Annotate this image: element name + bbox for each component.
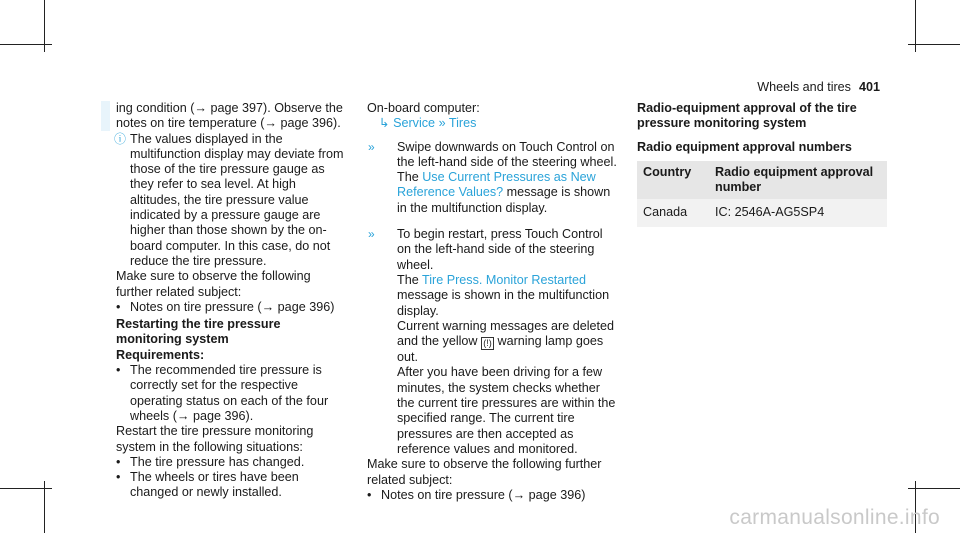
display-message: Tire Press. Monitor Restarted [421, 272, 586, 287]
display-message: Use Current Pressures as New Reference Values? [397, 170, 596, 200]
path-separator-icon: » [438, 116, 446, 131]
further-subject-text: Make sure to observe the following further related subject: [367, 457, 602, 487]
table-row [637, 199, 887, 226]
step-text: To begin restart, press Touch Control on the left-hand side of the steering wheel. [397, 227, 603, 272]
column-left [116, 101, 348, 501]
section-heading: Radio-equipment approval of the tire pressure monitoring system [637, 101, 857, 131]
step-result: The Tire Press. Monitor Restarted message is shown in the multifunction display. [397, 272, 610, 318]
step-arrow-icon: » [368, 139, 375, 154]
column-header: Country [637, 161, 709, 200]
table-cell: IC: 2546A-AG5SP4 [709, 199, 887, 226]
path-arrow-icon: ↳ [379, 116, 390, 131]
column-middle [367, 101, 617, 503]
step-text: Swipe downwards on Touch Control on the left-hand side of the steering wheel. [397, 139, 617, 169]
column-header: Radio equipment approval number [709, 161, 887, 200]
info-icon: ⓘ [114, 131, 127, 146]
step-arrow-icon: » [368, 227, 375, 242]
requirements-label: Requirements: [116, 347, 205, 362]
warning-lamp-icon: (!) [481, 337, 494, 350]
intro-text: ing condition (→ page 397). Observe the notes on tire temperature (→ page 396). [116, 101, 343, 131]
requirement-text: The recommended tire pressure is correctly set for the respective operating status on each of the four wheels (→ page 396). [130, 363, 329, 423]
column-right [637, 101, 887, 227]
list-item [116, 300, 348, 315]
bullet-text: Notes on tire pressure (→ page 396) [130, 299, 335, 314]
further-subject-text: Make sure to observe the following further related subject: [116, 269, 311, 299]
list-item [116, 470, 348, 501]
list-item [116, 363, 348, 424]
page-number: 401 [858, 80, 880, 94]
page-header [757, 80, 880, 95]
info-note [116, 132, 348, 270]
info-text: The values displayed in the multifunction display may deviate from those of the tire pressure gauge as they refer to sea level. At high altitudes, the tire pressure value indicated by a pressure gauge are higher than those shown by the on-board computer. In this case, do not reduce the tire pressure. [130, 131, 344, 268]
section-heading: Restarting the tire pressure monitoring system [116, 317, 281, 347]
sub-heading: Radio equipment approval numbers [637, 139, 852, 154]
crop-mark [44, 481, 45, 533]
table-cell: Canada [637, 199, 709, 226]
approval-table [637, 161, 887, 227]
step-result: The Use Current Pressures as New Reference Values? message is shown in the multifunction display. [397, 170, 611, 215]
situations-text: Restart the tire pressure monitoring system in the following situations: [116, 424, 314, 454]
section-title: Wheels and tires [757, 80, 851, 94]
crop-mark [44, 0, 45, 52]
step-result: Current warning messages are deleted and the yellow (!) warning lamp goes out. [397, 318, 615, 365]
list-item [367, 488, 617, 503]
onboard-label: On-board computer: [367, 101, 480, 115]
situation-text: The wheels or tires have been changed or newly installed. [130, 470, 299, 500]
bullet-text: Notes on tire pressure (→ page 396) [381, 487, 586, 502]
instruction-step [367, 140, 617, 216]
menu-path [367, 116, 617, 131]
crop-mark [915, 0, 916, 52]
watermark: carmanualsonline.info [729, 505, 940, 529]
step-result: After you have been driving for a few minutes, the system checks whether the current tire pressures are within the specified range. The current tire pressures are then accepted as reference values and monitored. [397, 365, 616, 456]
table-header-row [637, 161, 887, 200]
instruction-step [367, 227, 617, 457]
path-service: Service [393, 116, 436, 131]
continuation-bar [101, 101, 110, 131]
path-tires: Tires [448, 116, 477, 131]
situation-text: The tire pressure has changed. [130, 454, 305, 469]
list-item [116, 455, 348, 470]
